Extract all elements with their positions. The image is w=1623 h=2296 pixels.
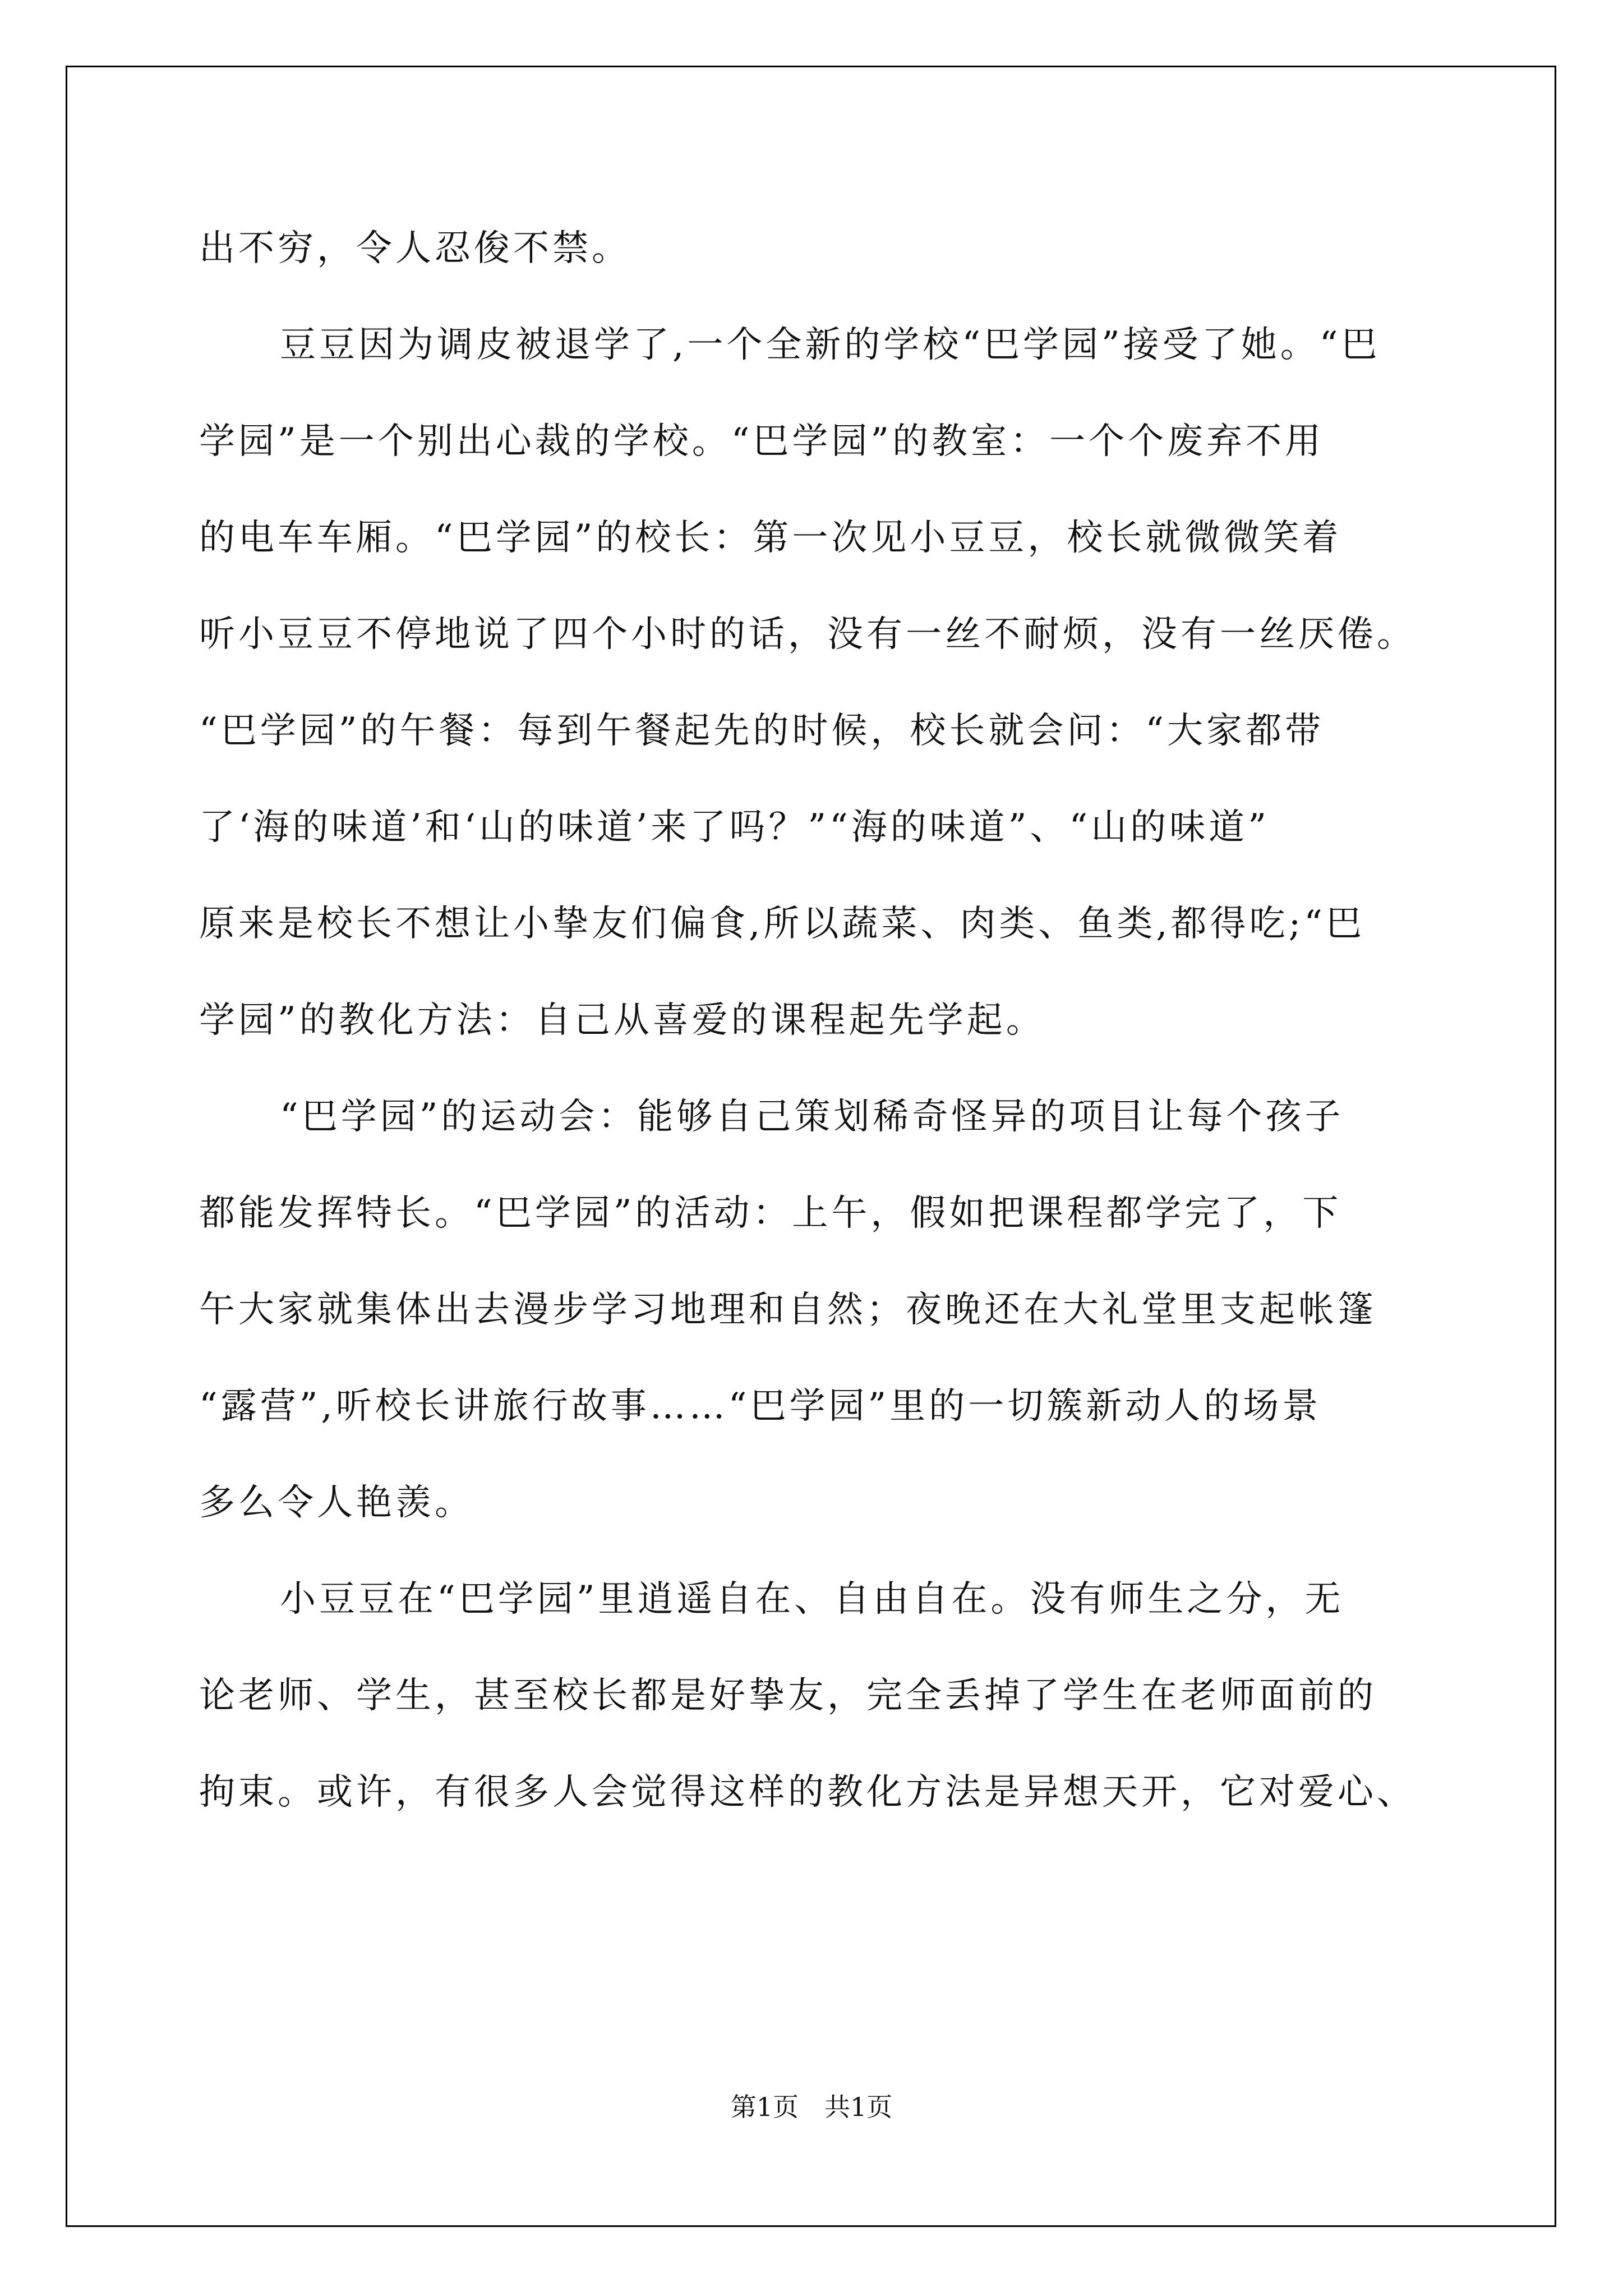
- text-line: 学园”是一个别出心裁的学校。“巴学园”的教室：一个个废弃不用: [199, 421, 1325, 462]
- text-line: 出不穷，令人忍俊不禁。: [199, 228, 631, 269]
- document-body: [199, 212, 1433, 1852]
- text-line: 豆豆因为调皮被退学了,一个全新的学校“巴学园”接受了她。“巴: [280, 324, 1381, 366]
- text-line: 小豆豆在“巴学园”里逍遥自在、自由自在。没有师生之分，无: [280, 1579, 1344, 1620]
- text-line: 都能发挥特长。“巴学园”的活动：上午，假如把课程都学完了，下: [199, 1193, 1342, 1234]
- page-footer: 第1页 共1页: [730, 2092, 893, 2122]
- text-line: 多么令人艳羡。: [199, 1482, 474, 1524]
- text-line: “巴学园”的运动会：能够自己策划稀奇怪异的项目让每个孩子: [280, 1096, 1344, 1138]
- text-line: “巴学园”的午餐：每到午餐起先的时候，校长就会问：“大家都带: [199, 710, 1325, 752]
- text-line: 论老师、学生，甚至校长都是好挚友，完全丢掉了学生在老师面前的: [199, 1675, 1377, 1717]
- text-line: 原来是校长不想让小挚友们偏食,所以蔬菜、肉类、鱼类,都得吃;“巴: [199, 903, 1365, 945]
- text-line: 的电车车厢。“巴学园”的校长：第一次见小豆豆，校长就微微笑着: [199, 517, 1342, 559]
- text-line: 了‘海的味道’和‘山的味道’来了吗？”“海的味道”、“山的味道”: [199, 807, 1270, 848]
- text-line: 午大家就集体出去漫步学习地理和自然；夜晚还在大礼堂里支起帐篷: [199, 1289, 1377, 1331]
- text-line: 拘束。或许，有很多人会觉得这样的教化方法是异想天开，它对爱心、: [199, 1772, 1416, 1813]
- text-line: “露营”,听校长讲旅行故事……“巴学园”里的一切簇新动人的场景: [199, 1386, 1322, 1427]
- text-line: 听小豆豆不停地说了四个小时的话，没有一丝不耐烦，没有一丝厌倦。: [199, 614, 1416, 655]
- text-line: 学园”的教化方法：自己从喜爱的课程起先学起。: [199, 1000, 1045, 1041]
